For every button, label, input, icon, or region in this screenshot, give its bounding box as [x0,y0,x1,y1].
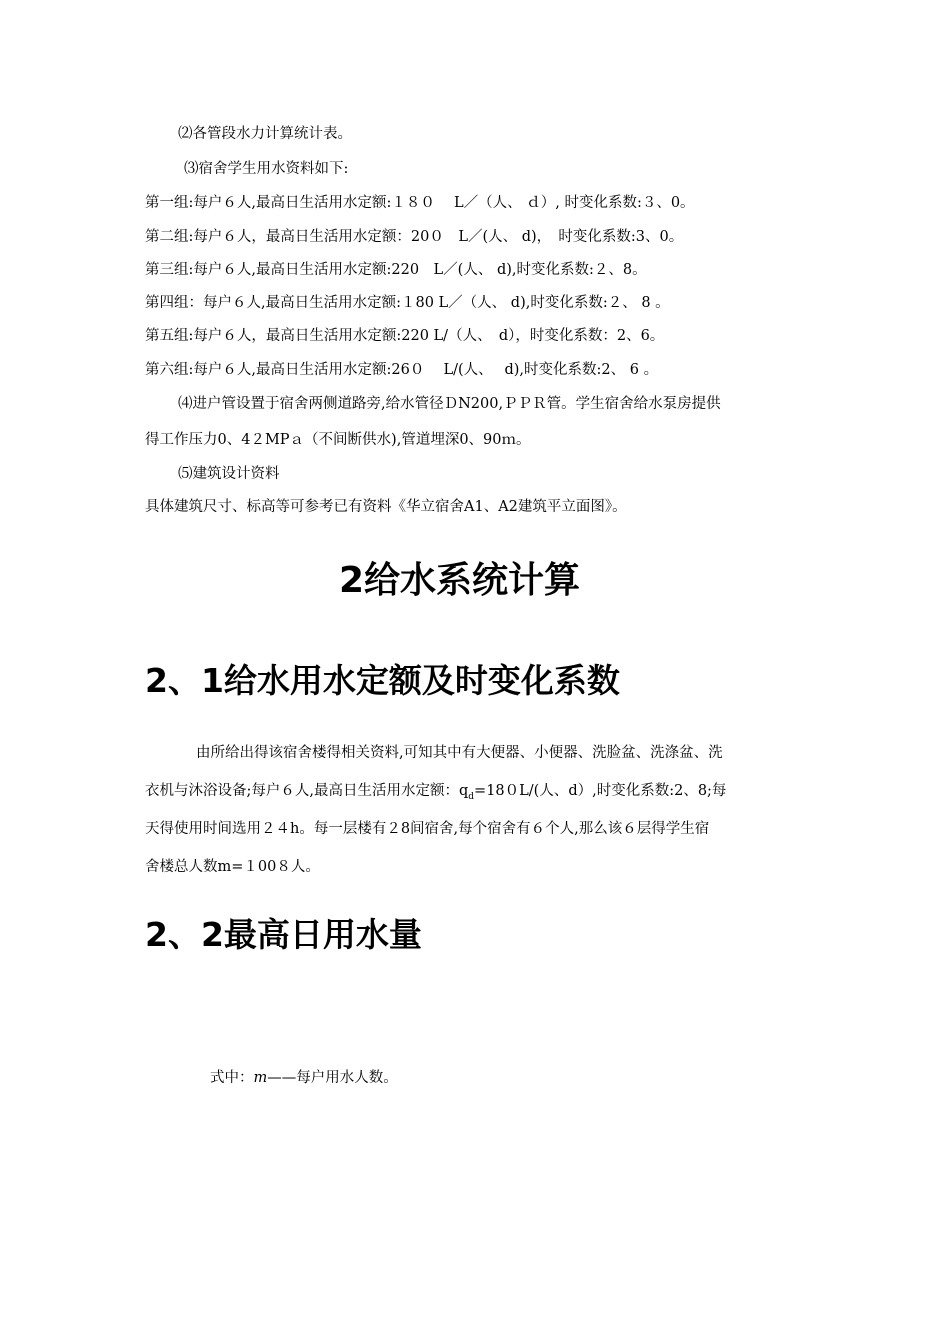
section-1-para-line-1: 由所给出得该宿舍楼得相关资料,可知其中有大便器、小便器、洗脸盆、洗涤盆、洗 [196,745,723,761]
group-3-line: 第三组:每户６人,最高日生活用水定额:220 L／(人、 d),时变化系数:２、8。 [145,262,647,278]
group-1-line: 第一组:每户６人,最高日生活用水定额:１８０ L／（人、 ｄ）, 时变化系数:３、0。 [145,195,695,211]
formula-variable: m [253,1070,268,1086]
item-5-line: ⑸建筑设计资料 [178,466,280,482]
section-1-title: 2、1给水用水定额及时变化系数 [145,661,620,700]
item-2-line: ⑵各管段水力计算统计表。 [178,126,352,142]
group-4-line: 第四组：每户６人,最高日生活用水定额:１80 L／（人、 d),时变化系数:２、 8 。 [145,295,670,311]
item-3-line: ⑶宿舍学生用水资料如下: [184,161,349,177]
section-1-para-line-4: 舍楼总人数m=１00８人。 [145,859,320,875]
chapter-title: 2给水系统计算 [339,560,581,601]
para-line-2-text-a: 衣机与沐浴设备;每户６人,最高日生活用水定额：q [145,783,469,799]
group-2-line: 第二组:每户６人，最高日生活用水定额：20０ L／(人、 d)， 时变化系数:3、0。 [145,229,684,245]
item-4-line-2: 得工作压力0、4２MPａ（不间断供水),管道埋深0、90ｍ。 [145,432,531,448]
formula-prefix: 式中： [210,1070,254,1086]
group-5-line: 第五组:每户６人，最高日生活用水定额:220 L/（人、 d），时变化系数：2、6。 [145,328,665,344]
para-line-2-text-b: =18０L/(人、d）,时变化系数:2、8;每 [474,783,727,799]
item-4-line-1: ⑷进户管设置于宿舍两侧道路旁,给水管径ＤN200,ＰＰＲ管。学生宿舍给水泵房提供 [178,396,721,412]
section-2-title: 2、2最高日用水量 [145,915,422,954]
group-6-line: 第六组:每户６人,最高日生活用水定额:26０ L/(人、 d),时变化系数:2、 6 。 [145,362,659,378]
qd-subscript: d [468,791,475,802]
formula-description: ——每户用水人数。 [267,1070,398,1086]
section-1-para-line-3: 天得使用时间选用２４h。每一层楼有２8间宿舍,每个宿舍有６个人,那么该６层得学生宿 [145,821,710,837]
formula-note [210,1068,398,1088]
item-5-detail-line: 具体建筑尺寸、标高等可参考已有资料《华立宿舍A1、A2建筑平立面图》。 [145,499,627,515]
section-1-para-line-2 [145,781,726,807]
